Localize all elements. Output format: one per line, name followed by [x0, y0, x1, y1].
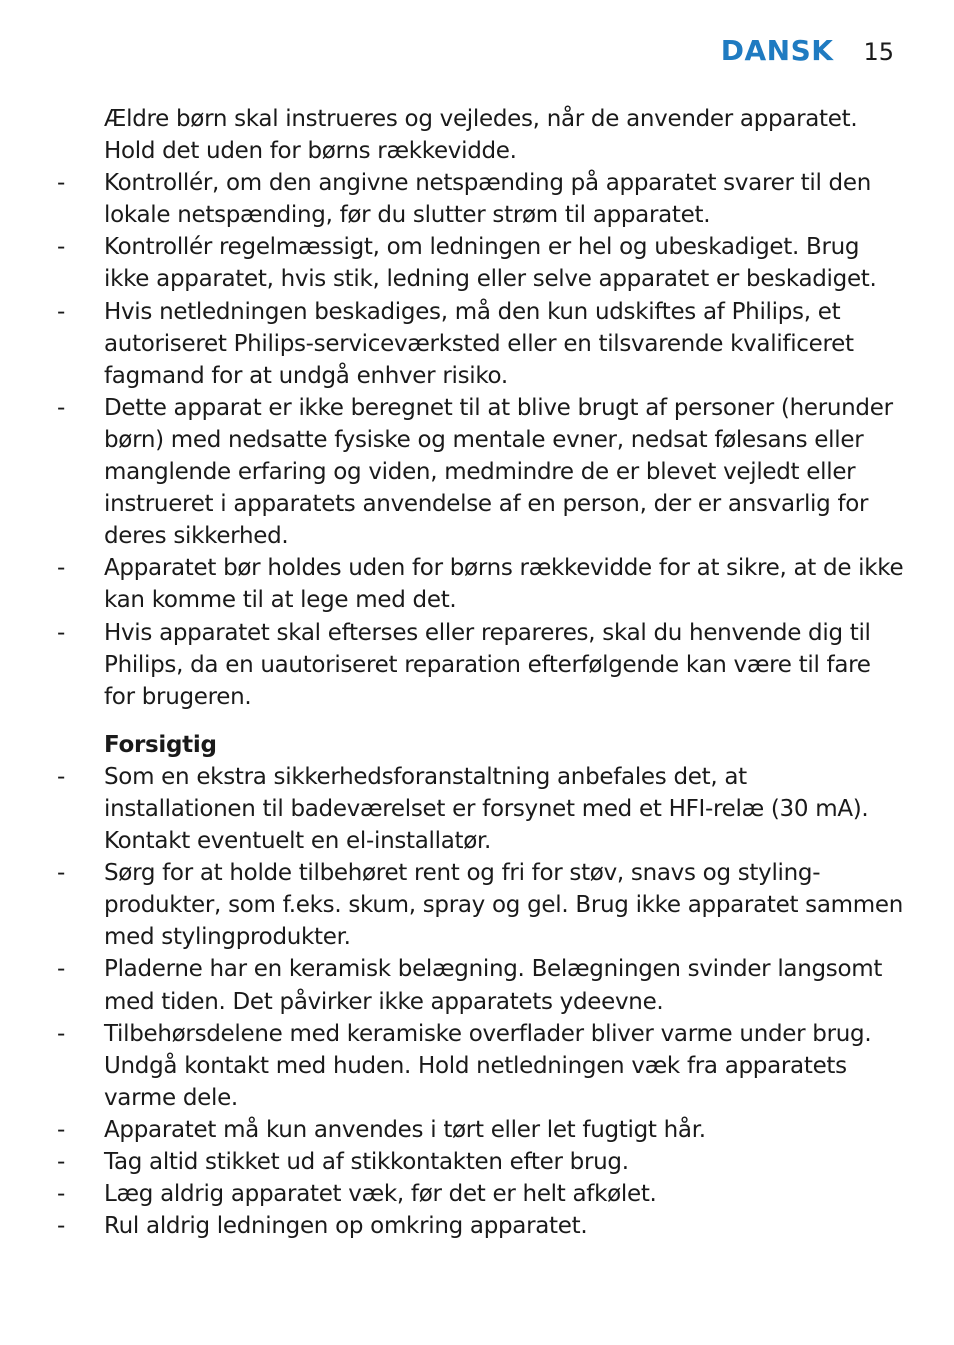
- page-number: 15: [863, 38, 894, 66]
- list-item-text: Kontrollér regelmæssigt, om ledningen er hel og ubeskadiget. Brug ikke apparatet, hvis stik, ledning eller selve apparatet er beskadiget.: [104, 234, 877, 293]
- list-item: [0, 617, 954, 713]
- safety-list: [0, 167, 954, 713]
- list-item: [0, 1146, 954, 1178]
- list-item-text: Hvis netledningen beskadiges, må den kun udskiftes af Philips, et autoriseret Philips-serviceværksted eller en tilsvarende kvalificeret fagmand for at undgå enhver risiko.: [104, 298, 854, 389]
- list-item-text: Apparatet bør holdes uden for børns rækkevidde for at sikre, at de ikke kan komme til at lege med det.: [104, 555, 904, 614]
- list-item: [0, 231, 954, 295]
- caution-list: [0, 761, 954, 1242]
- list-dash: -: [57, 1020, 65, 1047]
- list-item-text: Pladerne har en keramisk belægning. Belægningen svinder langsomt med tiden. Det påvirker ikke apparatets ydeevne.: [104, 956, 883, 1015]
- list-dash: -: [57, 555, 65, 582]
- list-item-text: Tag altid stikket ud af stikkontakten efter brug.: [104, 1149, 629, 1175]
- list-item: [0, 1178, 954, 1210]
- list-dash: -: [57, 1181, 65, 1208]
- list-dash: -: [57, 234, 65, 261]
- list-item-text: Som en ekstra sikkerhedsforanstaltning anbefales det, at installationen til badeværelset er forsynet med et HFI-relæ (30 mA). Kontakt eventuelt en el-installatør.: [104, 763, 869, 855]
- list-dash: -: [57, 956, 65, 983]
- list-item-text: Apparatet må kun anvendes i tørt eller let fugtigt hår.: [104, 1116, 706, 1143]
- list-item: [0, 1018, 954, 1114]
- list-item-text: Sørg for at holde tilbehøret rent og fri for støv, snavs og styling-produkter, som f.eks. skum, spray og gel. Brug ikke apparatet sammen med stylingprodukter.: [104, 860, 903, 951]
- list-item: [0, 167, 954, 231]
- list-dash: -: [57, 619, 65, 646]
- list-item: [0, 761, 954, 857]
- list-item: [0, 1114, 954, 1146]
- list-item: [0, 857, 954, 953]
- list-item: [0, 392, 954, 552]
- list-item-text: Rul aldrig ledningen op omkring apparatet.: [104, 1213, 588, 1240]
- list-dash: -: [57, 1149, 65, 1175]
- list-item-text: Hvis apparatet skal efterses eller repareres, skal du henvende dig til Philips, da en uautoriseret reparation efterfølgende kan være til fare for brugeren.: [104, 619, 871, 710]
- list-item-text: Tilbehørsdelene med keramiske overflader bliver varme under brug. Undgå kontakt med huden. Hold netledningen væk fra apparatets varme dele.: [104, 1020, 872, 1111]
- list-item-text: Kontrollér, om den angivne netspænding på apparatet svarer til den lokale netspænding, før du slutter strøm til apparatet.: [104, 170, 871, 229]
- list-item-text: Dette apparat er ikke beregnet til at blive brugt af personer (herunder børn) med nedsatte fysiske og mentale evner, nedsat følesans eller manglende erfaring og viden, medmindre de er blevet vejledt eller instrueret i apparatets anvendelse af en person, der er ansvarlig for deres sikkerhed.: [104, 394, 893, 550]
- list-dash: -: [57, 298, 65, 325]
- list-item: [0, 296, 954, 392]
- intro-paragraph: Ældre børn skal instrueres og vejledes, når de anvender apparatet. Hold det uden for børns rækkevidde.: [104, 106, 858, 165]
- list-dash: -: [57, 170, 65, 197]
- list-item: [0, 552, 954, 616]
- list-item-text: Læg aldrig apparatet væk, før det er helt afkølet.: [104, 1181, 657, 1208]
- page-header: [721, 34, 894, 67]
- section-heading: Forsigtig: [104, 731, 217, 758]
- list-dash: -: [57, 1116, 65, 1143]
- list-item: [0, 953, 954, 1017]
- language-label: DANSK: [720, 34, 834, 67]
- document-body: [0, 103, 954, 1242]
- list-dash: -: [57, 860, 65, 887]
- list-item: [0, 1210, 954, 1242]
- list-dash: -: [57, 394, 65, 421]
- list-dash: -: [57, 763, 65, 790]
- list-dash: -: [57, 1213, 65, 1240]
